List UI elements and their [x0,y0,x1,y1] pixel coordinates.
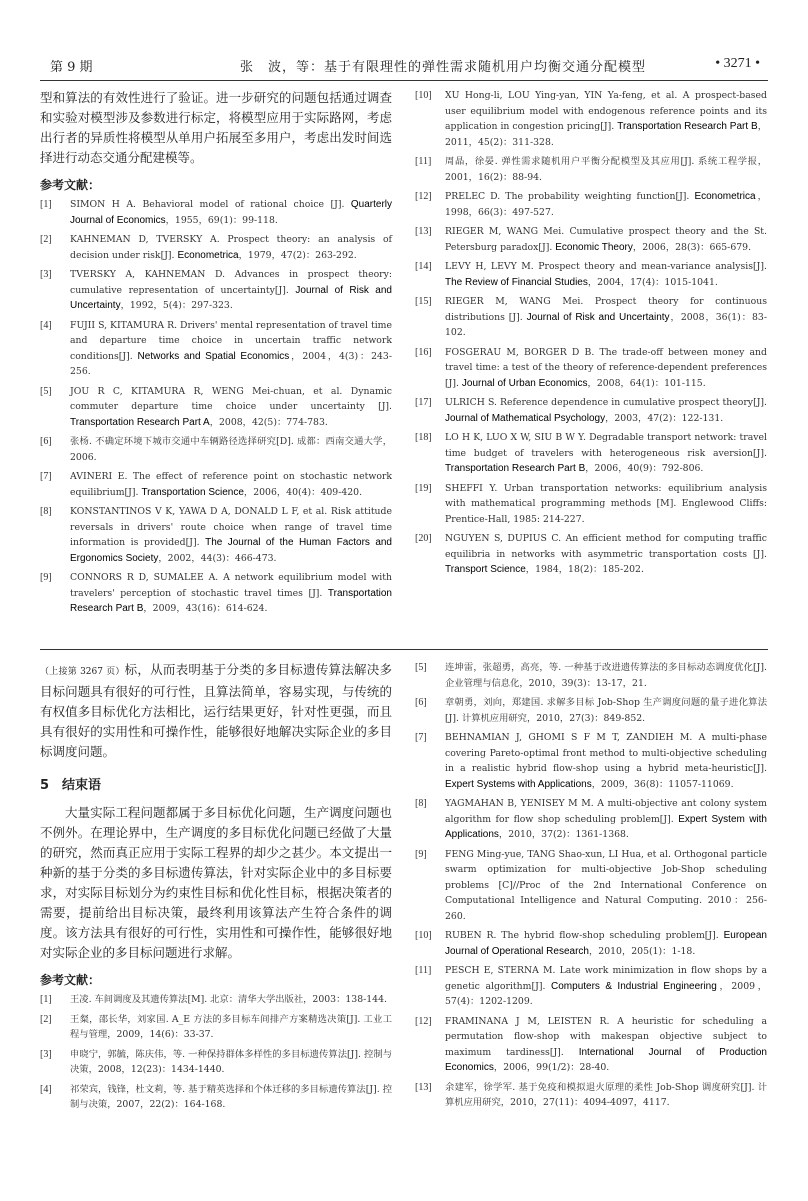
reference-body: YAGMAHAN B, YENISEY M M. A multi-objective ant colony system algorithm for flow shop scheduling problem[J]. [445,798,767,825]
reference-number: [13] [415,226,432,237]
reference-item [40,570,392,617]
reference-item [415,345,767,392]
reference-text [445,963,767,1010]
reference-item [415,1080,767,1111]
header-rule [40,80,768,81]
reference-pages: ，1979，47(2)：263-292. [238,249,357,261]
reference-item [40,197,392,228]
reference-text [70,267,392,314]
section-title: 5 结束语 [40,778,102,793]
reference-text [445,928,767,959]
reference-text [70,318,392,380]
reference-item [415,796,767,843]
reference-text [70,992,392,1008]
page-number: • 3271 • [715,56,760,71]
reference-number: [8] [40,506,52,517]
reference-number: [10] [415,90,432,101]
reference-number: [13] [415,1081,432,1093]
reference-text [445,259,767,290]
reference-item [415,963,767,1010]
reference-item [415,430,767,477]
reference-pages: ，2010，37(2)：1361-1368. [498,829,629,840]
reference-number: [8] [415,798,427,809]
reference-text [445,695,767,726]
references-heading: 参考文献： [40,178,101,192]
reference-text [445,189,767,220]
reference-number: [2] [40,234,52,245]
top-right-column [415,88,767,582]
reference-body: LEVY H, LEVY M. Prospect theory and mean-variance analysis[J]. [445,261,767,272]
reference-pages: ，2009，43(16)：614-624. [143,603,268,614]
reference-item [415,660,767,691]
reference-text [70,1012,392,1043]
reference-body: PESCH E, STERNA M. Late work minimization in flow shops by a genetic algorithm[J]. [445,965,767,992]
reference-number: [10] [415,930,432,941]
reference-number: [6] [415,697,427,708]
reference-number: [15] [415,296,432,307]
reference-body: RUBEN R. The hybrid flow-shop scheduling problem[J]. [445,930,724,941]
reference-text [445,847,767,925]
journal-name: Economic Theory [555,241,633,253]
reference-body: XU Hong-li, LOU Ying-yan, YIN Ya-feng, et al. A prospect-based user equilibrium model with endogenous reference points and its application in congestion pricing[J]. [445,90,767,132]
journal-name: Expert Systems with Applications [445,778,592,790]
reference-text [445,660,767,691]
reference-item [415,154,767,185]
reference-body: AVINERI E. The effect of reference point on stochastic network equilibrium[J]. [70,471,392,498]
reference-body: SHEFFI Y. Urban transportation networks: equilibrium analysis with mathematical programming methods [M]. Englewood Cliffs: Prentice-Hall, 1985: 214-227. [445,482,767,525]
reference-body: RIEGER M, WANG Mei. Prospect theory for continuous distributions [J]. [445,296,767,323]
reference-pages: ，2004，4(3)：243-256. [70,350,392,377]
reference-item [415,189,767,220]
reference-text [445,1014,767,1076]
reference-pages: ，2011，45(2)：311-328. [445,121,767,148]
reference-item [415,259,767,290]
reference-text [70,384,392,431]
reference-text [445,430,767,477]
bottom-left-column [40,660,392,1117]
reference-number: [1] [40,994,52,1005]
reference-text [70,232,392,263]
reference-body: 祁荣宾，钱锋，杜文莉，等. 基于精英选择和个体迁移的多目标遗传算法[J]. 控制与决策，2007，22(2)：164-168. [70,1083,392,1110]
reference-text [70,1047,392,1078]
reference-body: 章朝勇，刘向，郑建国. 求解多目标 Job-Shop 生产调度问题的量子进化算法[J]. 计算机应用研究，2010，27(3)：849-852. [445,697,767,724]
reference-number: [7] [415,732,427,743]
reference-body: NGUYEN S, DUPIUS C. An efficient method for computing traffic equilibria in networks with asymmetric transportation costs [J]. [445,533,767,560]
reference-text [70,1082,392,1113]
reference-item [415,395,767,426]
reference-pages: ，2009，57(4)：1202-1209. [445,980,767,1007]
reference-pages: ，2006，40(4)：409-420. [243,486,363,498]
reference-item [415,224,767,255]
reference-item [415,294,767,341]
journal-name: Transport Science [445,564,526,575]
reference-text [445,88,767,150]
reference-item [40,434,392,465]
reference-item [40,992,392,1008]
reference-text [445,345,767,392]
reference-number: [18] [415,432,432,443]
journal-name: International Journal of Production Economics [445,1046,767,1073]
reference-number: [9] [415,848,427,860]
continued-text: 标，从而表明基于分类的多目标遗传算法解决多目标问题具有很好的可行性，且算法简单，容易实现，与传统的有权值多目标优化方法相比，运行结果更好，针对性更强，而且具有很好的实用性和可操作性，能够很好地解决实际企业的多目标调度问题。 [40,662,392,759]
journal-name: Econometrica [177,249,239,261]
reference-number: [9] [40,572,52,583]
reference-number: [3] [40,269,52,280]
reference-pages: ，2006，28(3)：665-679. [632,241,752,253]
journal-name: Journal of Urban Economics [461,377,588,389]
reference-text [445,395,767,426]
journal-name: Transportation Research Part B [445,463,586,474]
reference-text [70,504,392,566]
reference-body: FUJII S, KITAMURA R. Drivers' mental representation of travel time and departure time choice in uncertain traffic network conditions[J]. [70,319,392,362]
reference-pages: ，1955，69(1)：99-118. [165,214,278,226]
reference-number: [12] [415,1015,432,1027]
reference-item [40,469,392,500]
reference-item [40,232,392,263]
reference-text [445,531,767,578]
reference-body: RIEGER M, WANG Mei. Cumulative prospect theory and the St. Petersburg paradox[J]. [445,226,767,253]
continued-paragraph [40,660,392,762]
reference-item [40,318,392,380]
reference-text [70,434,392,465]
reference-item [415,1014,767,1076]
reference-item [40,1082,392,1113]
reference-number: [14] [415,261,432,272]
journal-name: Journal of Risk and Uncertainty [70,284,392,311]
reference-body: KONSTANTINOS V K, YAWA D A, DONALD L F, et al. Risk attitude reversals in drivers' route choice when range of travel time information is provided[J]. [70,506,392,548]
journal-name: Quarterly Journal of Economics [70,199,392,226]
reference-number: [7] [40,471,52,482]
reference-body: FOSGERAU M, BORGER D B. The trade-off between money and travel time: a test of the theory of reference-dependent preferences [J]. [445,346,767,389]
reference-number: [4] [40,319,52,331]
reference-body: 余建军，徐学军. 基于免疫和模拟退火原理的柔性 Job-Shop 调度研究[J]. 计算机应用研究，2010，27(11)：4094-4097，4117. [445,1081,767,1108]
reference-item [40,1047,392,1078]
reference-pages: ，2010，205(1)：1-18. [588,945,696,957]
reference-text [445,796,767,843]
reference-body: BEHNAMIAN J, GHOMI S F M T, ZANDIEH M. A multi-phase covering Pareto-optimal front method to multi-objective scheduling in a realistic hybrid flow-shop using a hybrid meta-heuristic[J]. [445,732,767,774]
references-heading: 参考文献： [40,973,101,987]
conclusion-body: 大量实际工程问题都属于多目标优化问题，生产调度问题也不例外。在理论界中，生产调度的多目标优化问题已经做了大量的研究，然而真正应用于实际工程界的却少之甚少。本文提出一种新的基于分类的多目标遗传算法，针对实际企业中的多目标要求，对实际目标划分为约束性目标和优化性目标，根据决策者的需要，提前给出目标决策，最终利用该算法产生符合条件的调度。该方法具有很好的可行性，实用性和可操作性，能够很好地对实际企业的多目标问题进行求解。 [40,805,392,960]
journal-name: The Journal of the Human Factors and Ergonomics Society [70,537,392,564]
reference-body: 申晓宁，郭毓，陈庆伟，等. 一种保持群体多样性的多目标遗传算法[J]. 控制与决策，2008，12(23)：1434-1440. [70,1048,392,1075]
reference-body: JOU R C, KITAMURA R, WENG Mei-chuan, et al. Dynamic commuter departure time choice under uncertainty [J]. [70,385,392,412]
reference-item [40,267,392,314]
journal-name: Transportation Research Part B [617,121,758,132]
reference-body: 连坤雷，张超勇，高亮，等. 一种基于改进遗传算法的多目标动态调度优化[J]. 企业管理与信息化，2010，39(3)：13-17，21. [445,662,767,689]
reference-item [415,847,767,925]
reference-body: PRELEC D. The probability weighting function[J]. [445,191,695,202]
bottom-right-column [415,660,767,1115]
reference-text [445,224,767,255]
reference-body: FENG Ming-yue, TANG Shao-xun, LI Hua, et al. Orthogonal particle swarm optimization for multi-objective Job-Shop scheduling problems [C]//Proc of the 2nd International Conference on Computational Intelligence and Natural Computing. 2010：256-260. [445,848,767,922]
conclusion-paragraph: 型和算法的有效性进行了验证。进一步研究的问题包括通过调查和实验对模型涉及参数进行标定，将模型应用于实际路网，考虑出行者的异质性将模型从单用户拓展至多用户，考虑出发时间选择进行动态交通分配建模等。 [40,90,392,165]
reference-number: [6] [40,436,52,447]
reference-number: [12] [415,191,432,202]
reference-pages: ，2006，99(1/2)：28-40. [493,1062,610,1073]
reference-number: [1] [40,199,52,210]
reference-item [415,531,767,578]
journal-name: Transportation Research Part B [70,587,392,614]
article-divider [40,649,768,650]
running-header [40,52,768,78]
reference-number: [11] [415,965,432,976]
reference-body: 王粲，邵长华，刘家国. A_E 方法的多目标车间排产方案精选决策[J]. 工业工程与管理，2009，14(6)：33-37. [70,1013,392,1040]
reference-item [40,384,392,431]
reference-body: FRAMINANA J M, LEISTEN R. A heuristic for scheduling a permutation flow-shop with makespan objective subject to maximum tardiness[J]. [445,1015,767,1058]
reference-list [415,660,767,1111]
reference-text [70,570,392,617]
reference-number: [19] [415,482,432,494]
reference-text [445,154,767,185]
reference-item [415,88,767,150]
reference-text [70,469,392,500]
reference-pages: ，1984，18(2)：185-202. [525,564,644,575]
journal-name: Networks and Spatial Economics [137,350,290,362]
continued-note: （上接第 3267 页） [40,667,125,677]
reference-body: 王凌. 车间调度及其遗传算法[M]. 北京：清华大学出版社，2003：138-144. [70,994,387,1005]
reference-item [415,730,767,792]
reference-number: [11] [415,156,432,167]
reference-body: SIMON H A. Behavioral model of rational choice [J]. [70,199,351,210]
reference-pages: ，2008，64(1)：101-115. [587,377,706,389]
journal-name: The Review of Financial Studies [445,276,588,288]
reference-pages: ，2009，36(8)：11057-11069. [591,778,734,790]
reference-number: [3] [40,1048,52,1060]
reference-pages: ，2004，17(4)：1015-1041. [587,276,718,288]
reference-number: [4] [40,1083,52,1095]
reference-text [445,730,767,792]
reference-item [40,1012,392,1043]
journal-name: Computers & Industrial Engineering [551,980,717,992]
reference-text [445,294,767,341]
reference-pages: ，1992，5(4)：297-323. [120,300,233,311]
reference-pages: ，2002，44(3)：466-473. [158,552,277,564]
journal-name: European Journal of Operational Research [445,930,767,957]
reference-body: ULRICH S. Reference dependence in cumulative prospect theory[J]. [445,397,767,408]
top-left-column [40,88,392,621]
journal-name: Expert System with Applications [445,813,767,840]
reference-number: [17] [415,397,432,408]
reference-list [415,88,767,578]
reference-list [40,992,392,1113]
reference-text [445,1080,767,1111]
reference-pages: ，2006，40(9)：792-806. [585,463,704,474]
reference-body: KAHNEMAN D, TVERSKY A. Prospect theory: an analysis of decision under risk[J]. [70,234,392,261]
reference-number: [2] [40,1013,52,1025]
reference-item [415,695,767,726]
reference-number: [20] [415,533,432,544]
journal-name: Journal of Risk and Uncertainty [526,311,670,323]
reference-text [70,197,392,228]
reference-list [40,197,392,617]
reference-body: 周晶，徐晏. 弹性需求随机用户平衡分配模型及其应用[J]. 系统工程学报，2001，16(2)：88-94. [445,156,767,183]
journal-name: Transportation Research Part A [70,416,210,428]
journal-name: Econometrica [694,191,756,202]
reference-number: [5] [415,662,427,673]
reference-number: [5] [40,385,52,397]
reference-body: LO H K, LUO X W, SIU B W Y. Degradable transport network: travel time budget of travelers with heterogeneous risk aversion[J]. [445,432,767,459]
reference-body: 张杨. 不确定环境下城市交通中车辆路径选择研究[D]. 成都：西南交通大学，2006. [70,436,392,463]
running-title: 张 波，等：基于有限理性的弹性需求随机用户均衡交通分配模型 [240,60,647,75]
reference-pages: ，2008，36(1)：83-102. [445,311,767,338]
journal-name: Transportation Science [141,486,244,498]
reference-text [445,481,767,528]
issue-number: 第 9 期 [50,60,93,75]
reference-pages: ，2008，42(5)：774-783. [209,416,328,428]
reference-item [415,928,767,959]
reference-item [40,504,392,566]
reference-body: TVERSKY A, KAHNEMAN D. Advances in prospect theory: cumulative representation of uncertainty[J]. [70,269,392,296]
journal-name: Journal of Mathematical Psychology [445,412,606,424]
reference-pages: ，1998，66(3)：497-527. [445,191,767,218]
reference-item [415,481,767,528]
reference-pages: ，2003，47(2)：122-131. [605,412,724,424]
reference-body: CONNORS R D, SUMALEE A. A network equilibrium model with travelers' perception of stochastic travel times [J]. [70,572,392,599]
reference-number: [16] [415,346,432,358]
